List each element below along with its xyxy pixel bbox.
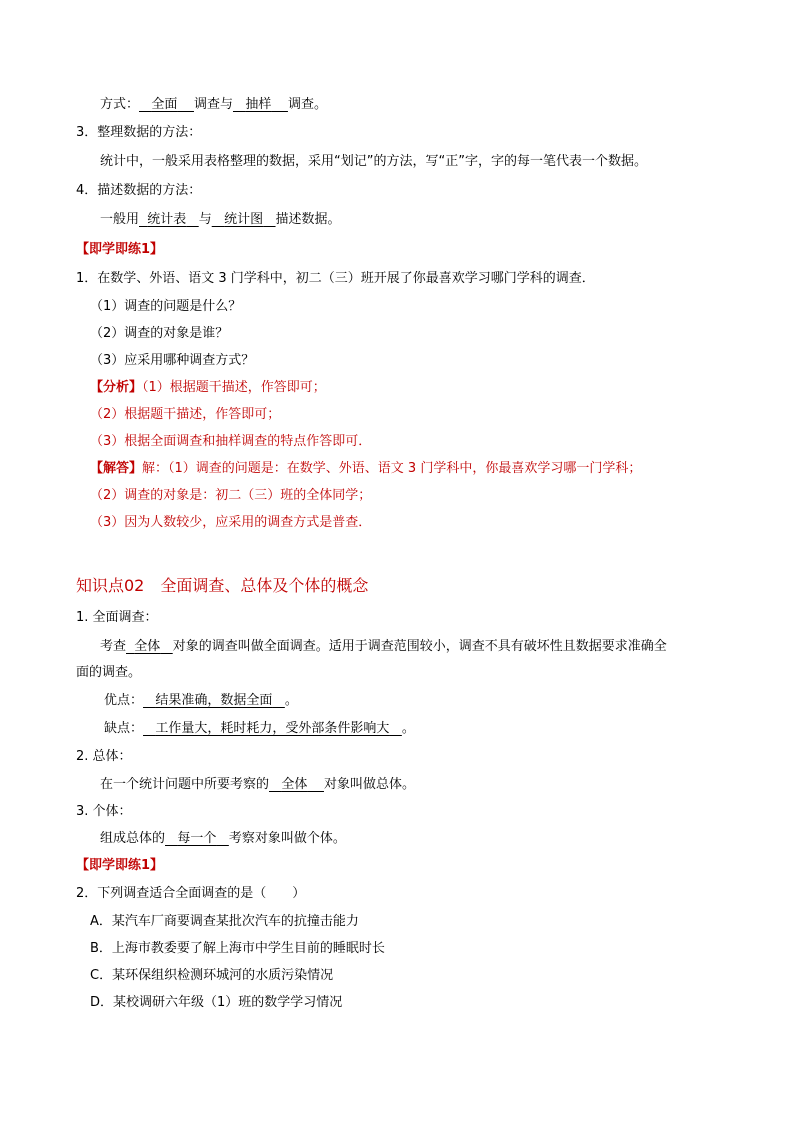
individual-post: 考察对象叫做个体。 xyxy=(228,831,346,846)
describe-blank-2: 统计图 xyxy=(224,212,264,227)
analysis-2: （2）根据题干描述，作答即可； xyxy=(90,407,281,422)
answer-line-1 xyxy=(90,460,641,478)
method-end: 调查。 xyxy=(287,97,327,112)
advantages-blank: 结果准确，数据全面 xyxy=(155,693,273,708)
census-pre: 考查 xyxy=(100,639,127,654)
analysis-3: （3）根据全面调查和抽样调查的特点作答即可． xyxy=(90,434,372,449)
heading-population: 2. 总体： xyxy=(76,749,132,764)
analysis-1: （1）根据题干描述，作答即可； xyxy=(142,380,326,395)
option-a[interactable]: A．某汽车厂商要调查某批次汽车的抗撞击能力 xyxy=(90,914,359,929)
population-post: 对象叫做总体。 xyxy=(323,777,415,792)
answer-tag: 【解答】 xyxy=(90,461,143,476)
method-mid: 调查与 xyxy=(193,97,233,112)
population-blank: 全体 xyxy=(281,777,308,792)
question-1-sub-2: （2）调查的对象是谁？ xyxy=(90,326,229,341)
advantages-line xyxy=(104,692,298,710)
answer-2: （2）调查的对象是：初二（三）班的全体同学； xyxy=(90,488,372,503)
advantages-label: 优点： xyxy=(104,693,144,708)
describe-mid: 与 xyxy=(198,212,212,227)
disadvantages-line xyxy=(104,720,415,738)
method-blank-2: 抽样 xyxy=(245,97,272,112)
method-label: 方式： xyxy=(100,97,140,112)
option-b[interactable]: B．上海市教委要了解上海市中学生目前的睡眠时长 xyxy=(90,941,385,956)
question-1-sub-3: （3）应采用哪种调查方式？ xyxy=(90,353,255,368)
individual-definition xyxy=(100,830,346,848)
answer-3: （3）因为人数较少，应采用的调查方式是普查． xyxy=(90,515,372,530)
practice-heading-1: 【即学即练1】 xyxy=(76,242,164,257)
option-c[interactable]: C．某环保组织检测环城河的水质污染情况 xyxy=(90,968,334,983)
answer-1: 解：（1）调查的问题是：在数学、外语、语文 3 门学科中，你最喜欢学习哪一门学科； xyxy=(142,461,642,476)
disadvantages-blank: 工作量大，耗时耗力，受外部条件影响大 xyxy=(155,721,390,736)
question-1: 1．在数学、外语、语文 3 门学科中，初二（三）班开展了你最喜欢学习哪门学科的调查． xyxy=(76,271,595,286)
describe-end: 描述数据。 xyxy=(275,212,341,227)
individual-pre: 组成总体的 xyxy=(100,831,166,846)
question-1-sub-1: （1）调查的问题是什么？ xyxy=(90,299,242,314)
describe-data-line xyxy=(100,211,341,229)
method-line xyxy=(100,96,327,114)
advantages-end: 。 xyxy=(284,693,298,708)
describe-pre: 一般用 xyxy=(100,212,140,227)
heading-individual: 3. 个体： xyxy=(76,804,132,819)
method-blank-1: 全面 xyxy=(151,97,178,112)
option-d[interactable]: D．某校调研六年级（1）班的数学学习情况 xyxy=(90,995,343,1010)
population-definition xyxy=(100,776,415,794)
heading-organize-data: 3．整理数据的方法： xyxy=(76,125,202,140)
practice-heading-2: 【即学即练1】 xyxy=(76,858,164,873)
individual-blank: 每一个 xyxy=(177,831,217,846)
analysis-line-1 xyxy=(90,379,326,397)
heading-describe-data: 4．描述数据的方法： xyxy=(76,183,202,198)
population-pre: 在一个统计问题中所要考察的 xyxy=(100,777,270,792)
heading-census: 1. 全面调查： xyxy=(76,610,158,625)
disadvantages-end: 。 xyxy=(401,721,415,736)
census-definition xyxy=(100,638,667,656)
knowledge-point-title: 知识点02 全面调查、总体及个体的概念 xyxy=(76,576,369,595)
organize-data-text: 统计中，一般采用表格整理的数据，采用“划记”的方法，写“正”字，字的每一笔代表一个数据。 xyxy=(100,154,647,169)
question-2: 2．下列调查适合全面调查的是（ ） xyxy=(76,886,306,901)
census-blank: 全体 xyxy=(134,639,161,654)
analysis-tag: 【分析】 xyxy=(90,380,143,395)
census-definition-cont: 面的调查。 xyxy=(76,665,142,680)
census-post: 对象的调查叫做全面调查。适用于调查范围较小，调查不具有破坏性且数据要求准确全 xyxy=(172,639,667,654)
describe-blank-1: 统计表 xyxy=(147,212,187,227)
disadvantages-label: 缺点： xyxy=(104,721,144,736)
